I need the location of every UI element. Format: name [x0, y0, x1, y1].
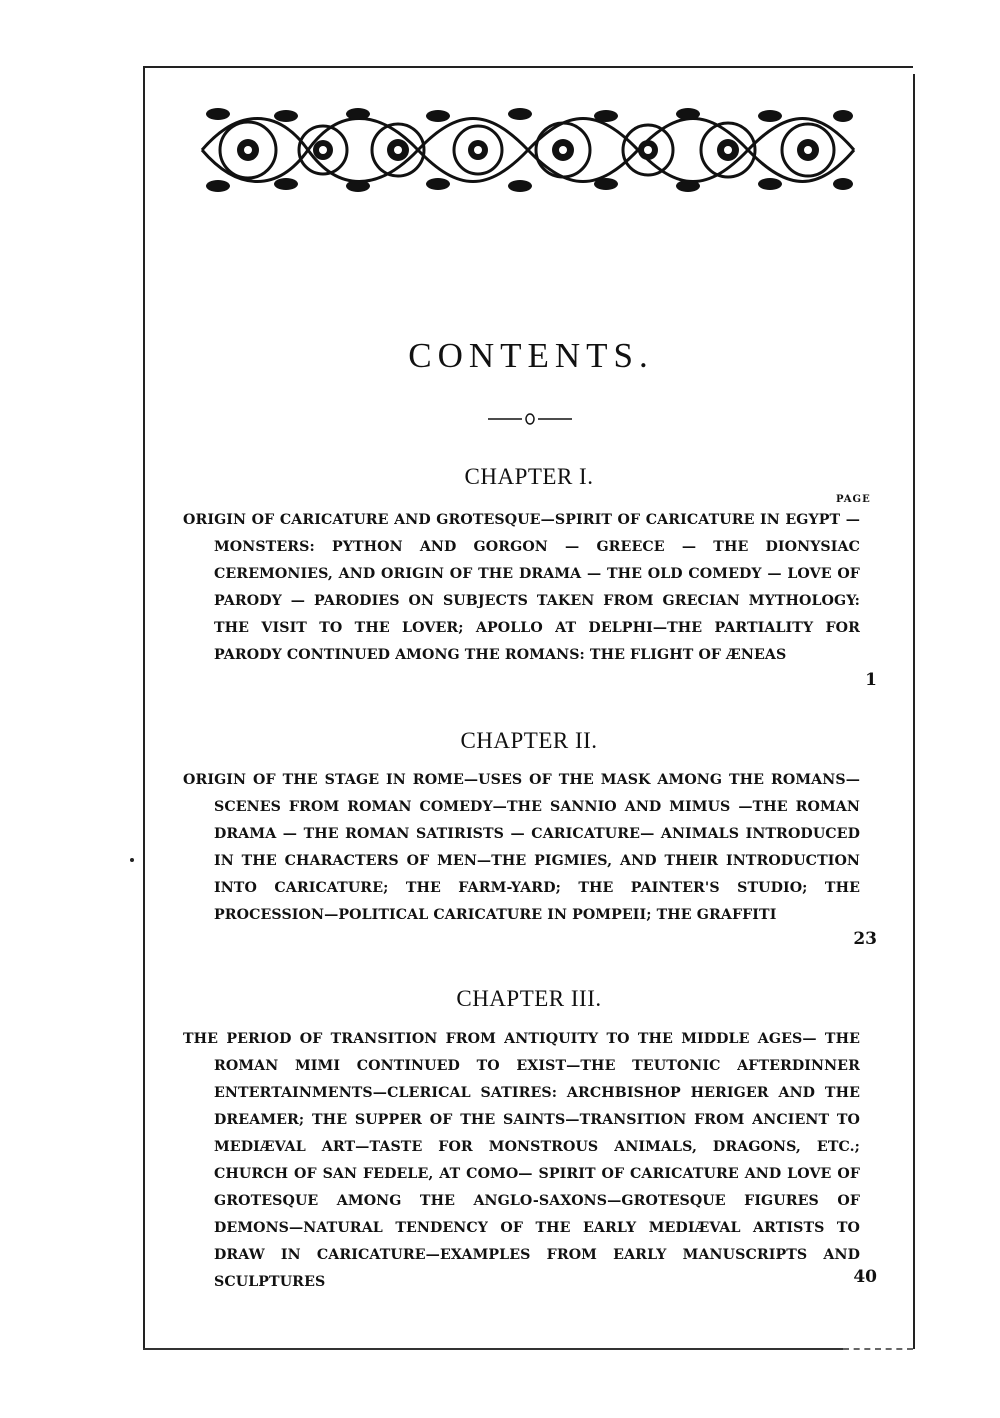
title-divider-rule	[488, 412, 572, 426]
chapter-2-page-number: 23	[853, 929, 877, 949]
chapter-2-heading: CHAPTER II.	[460, 728, 598, 753]
chapter-3-heading: CHAPTER III.	[456, 986, 602, 1011]
page-column-label: PAGE	[836, 494, 871, 505]
chapter-1-summary: ORIGIN OF CARICATURE AND GROTESQUE—SPIRIT OF CARICATURE IN EGYPT — MONSTERS: PYTHON AND GORGON — GREECE — THE DIONYSIAC CEREMONIES, AND ORIGIN OF THE DRAMA — THE OLD COMEDY — LOVE OF PARODY — PARODIES ON SUBJECTS TAKEN FROM GRECIAN MYTHOLOGY: THE VISIT TO THE LOVER; APOLLO AT DELPHI—THE PARTIALITY FOR PARODY CONTINUED AMONG THE ROMANS: THE FLIGHT OF ÆNEAS	[183, 512, 860, 663]
floral-header-ornament	[198, 104, 858, 196]
page-frame-bottom-dashed	[843, 1348, 913, 1350]
page-title: CONTENTS.	[408, 336, 654, 375]
chapter-3-page-number: 40	[853, 1267, 877, 1287]
page-frame-right	[913, 74, 915, 1349]
page-frame-left	[143, 66, 145, 1349]
margin-ink-dot	[130, 858, 134, 862]
chapter-1-page-number: 1	[865, 670, 877, 690]
chapter-1-heading: CHAPTER I.	[464, 464, 594, 489]
chapter-2-summary: ORIGIN OF THE STAGE IN ROME—USES OF THE MASK AMONG THE ROMANS—SCENES FROM ROMAN COMEDY—THE SANNIO AND MIMUS —THE ROMAN DRAMA — THE ROMAN SATIRISTS — CARICATURE— ANIMALS INTRODUCED IN THE CHARACTERS OF MEN—THE PIGMIES, AND THEIR INTRODUCTION INTO CARICATURE; THE FARM-YARD; THE PAINTER'S STUDIO; THE PROCESSION—POLITICAL CARICATURE IN POMPEII; THE GRAFFITI	[183, 772, 860, 923]
page-frame-top	[143, 66, 913, 68]
page-frame-bottom	[143, 1348, 843, 1350]
chapter-3-summary: THE PERIOD OF TRANSITION FROM ANTIQUITY TO THE MIDDLE AGES— THE ROMAN MIMI CONTINUED TO EXIST—THE TEUTONIC AFTERDINNER ENTERTAINMENTS—CLERICAL SATIRES: ARCHBISHOP HERIGER AND THE DREAMER; THE SUPPER OF THE SAINTS—TRANSITION FROM ANCIENT TO MEDIÆVAL ART—TASTE FOR MONSTROUS ANIMALS, DRAGONS, ETC.; CHURCH OF SAN FEDELE, AT COMO— SPIRIT OF CARICATURE AND LOVE OF GROTESQUE AMONG THE ANGLO-SAXONS—GROTESQUE FIGURES OF DEMONS—NATURAL TENDENCY OF THE EARLY MEDIÆVAL ARTISTS TO DRAW IN CARICATURE—EXAMPLES FROM EARLY MANUSCRIPTS AND SCULPTURES	[183, 1031, 860, 1290]
